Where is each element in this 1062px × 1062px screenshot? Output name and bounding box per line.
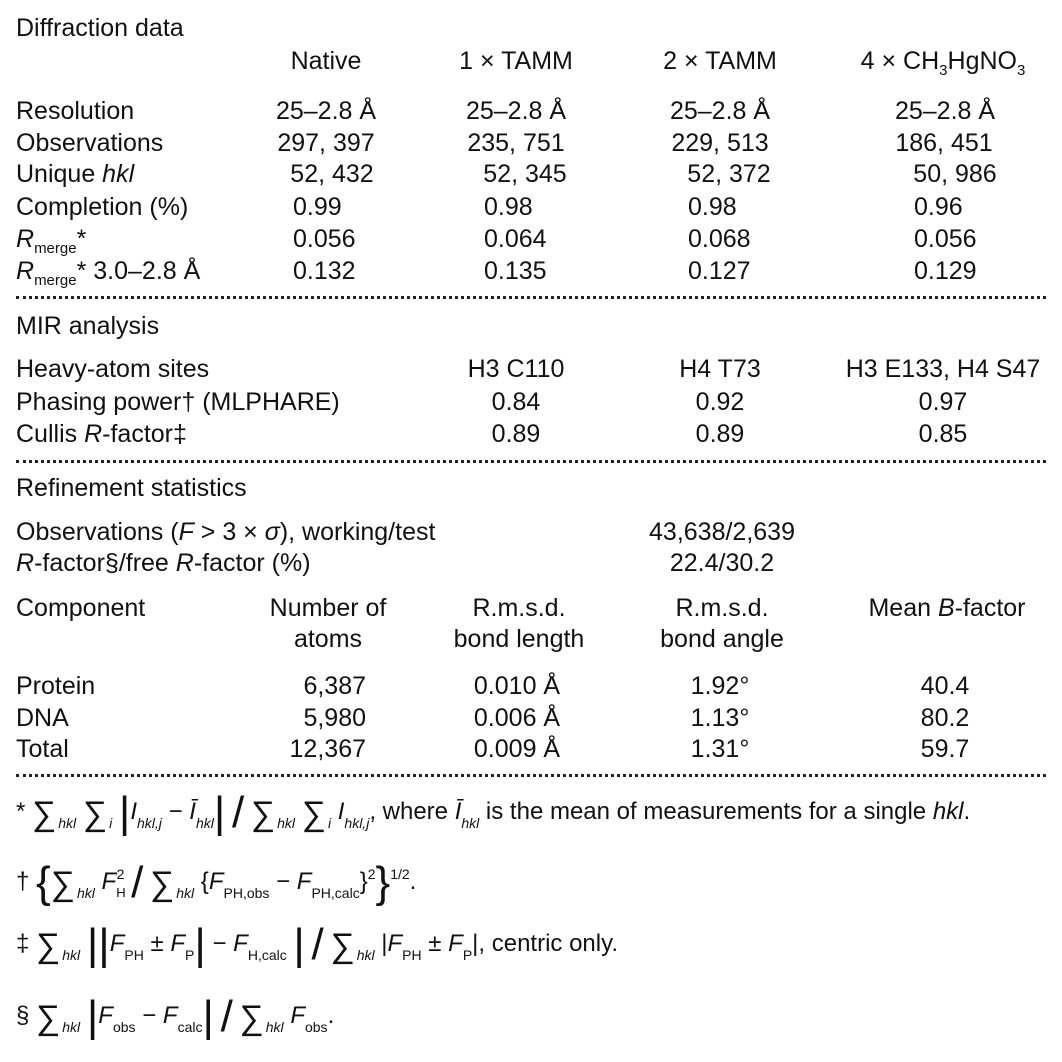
row-label-rmerge: $R_{merge}*$ [16, 225, 87, 257]
ddagger-tail: , centric only. [478, 930, 618, 957]
table-cell: 0.064 [484, 225, 547, 253]
table-cell: 0.010 Å [473, 672, 561, 700]
table-cell: 1.13° [690, 704, 750, 732]
table-cell: 0.97 [918, 388, 968, 416]
col-header-atoms-line2: atoms [293, 625, 363, 653]
row-label-resolution: Resolution [16, 97, 135, 125]
table-cell: 0.056 [914, 225, 977, 253]
table-cell: 297, 397 [277, 129, 375, 157]
section-title-mir: MIR analysis [16, 312, 160, 340]
section-title-diffraction: Diffraction data [16, 14, 184, 42]
section-title-refinement: Refinement statistics [16, 474, 247, 502]
refinement-observations-label: Observations (F > 3 × σ), working/test [16, 518, 436, 546]
table-cell: 25–2.8 Å [465, 97, 567, 125]
table-cell: 0.127 [688, 257, 751, 285]
table-cell: 5,980 [303, 704, 366, 732]
col-header-bond-line2: bond length [453, 625, 585, 653]
table-cell: 235, 751 [467, 129, 565, 157]
col-header-bond-line1: R.m.s.d. [472, 594, 566, 622]
table-cell: 40.4 [920, 672, 970, 700]
table-cell: 50, 986 [913, 160, 997, 188]
table-cell: 6,387 [303, 672, 366, 700]
table-cell: H3 C110 [467, 355, 565, 383]
table-cell: 0.009 Å [473, 735, 561, 763]
table-cell: 25–2.8 Å [669, 97, 771, 125]
table-cell: 0.98 [484, 193, 533, 221]
row-label-phasing-power: Phasing power† (MLPHARE) [16, 388, 340, 416]
col-header-bfactor: Mean B-factor [868, 594, 1026, 622]
footnote-star: * ∑ $_{hkl}$ ∑ $_i$ $|I_{hkl,j}$ − $Ī_{hkl}|$ / ∑ $_{hkl}$ ∑ $_i$ $I_{hkl,j}$, where $Ī_{hkl}$ is the mean of measurements for a single hkl. [16, 788, 971, 837]
col-header-1tamm: 1 × TAMM [459, 47, 573, 75]
row-label-dna: DNA [16, 704, 69, 732]
row-label-total: Total [16, 735, 69, 763]
table-cell: 59.7 [920, 735, 970, 763]
dotted-divider [16, 296, 1046, 299]
table-cell: 0.129 [914, 257, 977, 285]
table-cell: 0.056 [293, 225, 356, 253]
table-cell: 52, 432 [290, 160, 374, 188]
table-cell: 0.006 Å [473, 704, 561, 732]
table-cell: 0.85 [918, 420, 968, 448]
footnote-dagger: † {∑ $_{hkl}$ $F_H^2$ / ∑ $_{hkl}$ $\{F_{PH,obs} - F_{PH,calc}\}^2\}^{1/2}$. [16, 858, 417, 907]
col-header-angle-line1: R.m.s.d. [675, 594, 769, 622]
table-cell: 0.132 [293, 257, 356, 285]
table-cell: 0.89 [695, 420, 745, 448]
table-cell: 0.068 [688, 225, 751, 253]
table-cell: 25–2.8 Å [894, 97, 996, 125]
row-label-rmerge-shell: $R_{merge}*$ 3.0–2.8 Å [16, 257, 201, 289]
table-cell: 1.31° [690, 735, 750, 763]
table-cell: 12,367 [289, 735, 366, 763]
table-cell: 0.89 [491, 420, 541, 448]
table-cell: 0.99 [293, 193, 342, 221]
dotted-divider [16, 774, 1046, 777]
col-header-4ch3hgno3: $4 \times CH_3HgNO_3$ [860, 47, 1026, 79]
footnote-section: § ∑ $_{hkl}$ $|F_{obs} - F_{calc}|$ / ∑ $_{hkl}$ $F_{obs}$. [16, 992, 335, 1041]
table-cell: 0.98 [688, 193, 737, 221]
table-cell: 0.84 [491, 388, 541, 416]
table-cell: H4 T73 [679, 355, 761, 383]
refinement-observations-value: 43,638/2,639 [649, 518, 795, 546]
col-header-native: Native [290, 47, 362, 75]
col-header-angle-line2: bond angle [660, 625, 784, 653]
col-header-2tamm: 2 × TAMM [663, 47, 777, 75]
table-cell: 186, 451 [895, 129, 993, 157]
table-cell: 1.92° [690, 672, 750, 700]
table-cell: 52, 372 [687, 160, 771, 188]
table-cell: 0.92 [695, 388, 745, 416]
row-label-heavy-atom-sites: Heavy-atom sites [16, 355, 210, 383]
col-header-atoms-line1: Number of [269, 594, 387, 622]
refinement-rfactor-label: R-factor§/free R-factor (%) [16, 549, 311, 577]
dagger-exponent: 1/2 [390, 866, 410, 882]
row-label-observations: Observations [16, 129, 164, 157]
row-label-completion: Completion (%) [16, 193, 189, 221]
footnote-ddagger: ‡ ∑ $_{hkl}$ $||F_{PH} \pm F_P| - F_{H,calc}$ | / ∑ $_{hkl}$ $|F_{PH} \pm F_P|$, centric only. [16, 920, 618, 969]
table-cell: 25–2.8 Å [275, 97, 377, 125]
row-label-cullis: Cullis R-factor‡ [16, 420, 187, 448]
table-cell: H3 E133, H4 S47 [845, 355, 1041, 383]
table-cell: 0.135 [484, 257, 547, 285]
dotted-divider [16, 460, 1046, 463]
table-cell: 80.2 [920, 704, 970, 732]
table-cell: 52, 345 [483, 160, 567, 188]
col-header-component: Component [16, 594, 146, 622]
refinement-rfactor-value: 22.4/30.2 [669, 549, 775, 577]
table-cell: 229, 513 [671, 129, 769, 157]
table-cell: 0.96 [914, 193, 963, 221]
row-label-protein: Protein [16, 672, 96, 700]
row-label-unique-hkl: Unique hkl [16, 160, 135, 188]
